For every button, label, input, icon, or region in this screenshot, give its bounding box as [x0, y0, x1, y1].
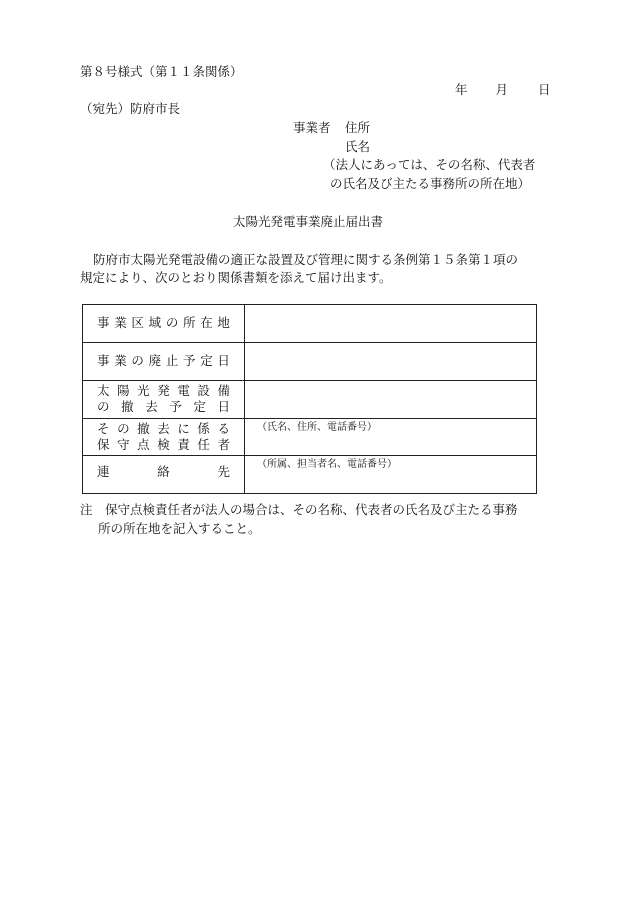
label-maintenance-manager — [83, 419, 245, 456]
label-text: 連 絡 先 — [97, 464, 230, 479]
label-business-area-location — [83, 305, 245, 343]
label-text-line2: 保 守 点 検 責 任 者 — [97, 437, 230, 452]
body-text-line1: 防府市太陽光発電設備の適正な設置及び管理に関する条例第１５条第１項の — [93, 252, 519, 267]
name-label: 氏名 — [345, 139, 371, 154]
value-hint: （所属、担当者名、電話番号） — [257, 459, 397, 470]
applicant-label: 事業者 — [293, 120, 331, 135]
value-maintenance-manager[interactable] — [245, 419, 537, 456]
form-table — [82, 304, 537, 494]
body-text-line2: 規定により、次のとおり関係書類を添えて届け出ます。 — [80, 270, 392, 285]
label-text: 事 業 の 廃 止 予 定 日 — [97, 353, 230, 368]
label-removal-date — [83, 381, 245, 419]
form-number: 第８号様式（第１１条関係） — [80, 64, 243, 79]
table-row — [83, 305, 537, 343]
address-label: 住所 — [345, 120, 371, 135]
date-year-label: 年 — [455, 82, 468, 97]
addressee: （宛先）防府市長 — [80, 101, 181, 116]
label-text-line1: 太 陽 光 発 電 設 備 — [97, 383, 230, 398]
label-abolition-date — [83, 343, 245, 381]
table-row — [83, 343, 537, 381]
note-line1: 注 保守点検責任者が法人の場合は、その名称、代表者の氏名及び主たる事務 — [80, 502, 518, 517]
date-month-label: 月 — [495, 82, 509, 97]
value-business-area-location[interactable] — [245, 305, 537, 343]
label-text: 事 業 区 域 の 所 在 地 — [97, 315, 230, 330]
label-text-line1: そ の 撤 去 に 係 る — [97, 421, 230, 436]
value-contact[interactable] — [245, 456, 537, 494]
label-text-line2: の 撤 去 予 定 日 — [97, 399, 230, 414]
label-contact — [83, 456, 245, 494]
table-row — [83, 419, 537, 456]
table-row — [83, 456, 537, 494]
table-row — [83, 381, 537, 419]
value-abolition-date[interactable] — [245, 343, 537, 381]
value-hint: （氏名、住所、電話番号） — [257, 422, 377, 433]
note-line2: 所の所在地を記入すること。 — [98, 521, 261, 536]
value-removal-date[interactable] — [245, 381, 537, 419]
date-line — [455, 82, 551, 98]
document-title: 太陽光発電事業廃止届出書 — [233, 214, 384, 229]
date-day-label: 日 — [538, 82, 551, 97]
corporate-note-line2: の氏名及び主たる事務所の所在地） — [330, 176, 531, 191]
corporate-note-line1: （法人にあっては、その名称、代表者 — [323, 157, 536, 172]
